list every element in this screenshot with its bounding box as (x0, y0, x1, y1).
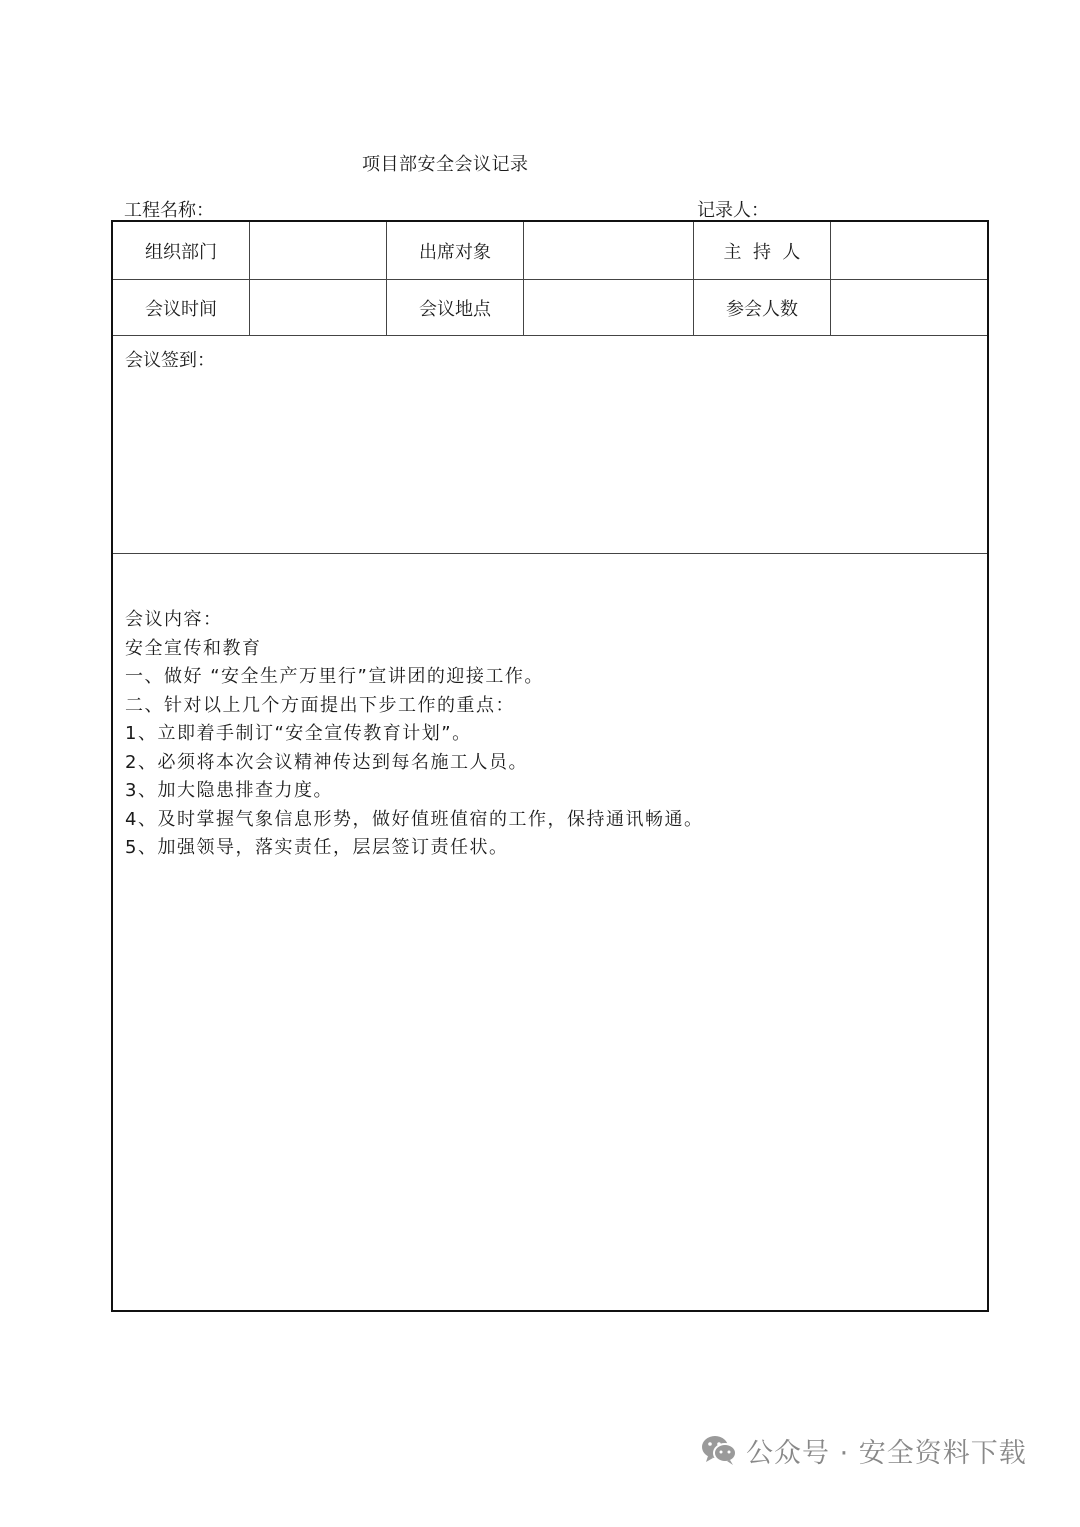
content-line: 4、及时掌握气象信息形势，做好值班值宿的工作，保持通讯畅通。 (125, 808, 704, 830)
content-line: 2、必须将本次会议精神传达到每名施工人员。 (125, 751, 528, 773)
recorder-label: 记录人： (697, 200, 769, 221)
wechat-icon (700, 1433, 738, 1467)
table-row (113, 222, 987, 280)
meeting-location-label: 会议地点 (387, 280, 524, 335)
meeting-time-label: 会议时间 (113, 280, 250, 335)
attendees-label: 出席对象 (387, 222, 524, 279)
host-value (831, 222, 987, 279)
content-line: 1、立即着手制订“安全宣传教育计划”。 (125, 723, 472, 744)
watermark (700, 1430, 1027, 1470)
organizing-dept-label: 组织部门 (113, 222, 250, 279)
participant-count-label: 参会人数 (694, 280, 831, 335)
table-row (113, 280, 987, 336)
participant-count-value (831, 280, 987, 335)
meeting-record-table (111, 220, 989, 1312)
host-label: 主 持 人 (694, 222, 831, 279)
content-line: 会议内容： (125, 609, 223, 630)
meeting-location-value (524, 280, 694, 335)
content-section (113, 554, 987, 1310)
project-name-label: 工程名称： (124, 200, 214, 221)
attendees-value (524, 222, 694, 279)
watermark-text: 公众号 · 安全资料下载 (746, 1437, 1027, 1469)
page-title: 项目部安全会议记录 (362, 154, 529, 175)
meeting-content (125, 606, 703, 863)
content-line: 3、加大隐患排查力度。 (125, 780, 333, 801)
meeting-time-value (250, 280, 387, 335)
content-line: 安全宣传和教育 (125, 637, 262, 659)
organizing-dept-value (250, 222, 387, 279)
content-line: 二、针对以上几个方面提出下步工作的重点： (125, 694, 515, 716)
content-line: 一、做好 “安全生产万里行”宣讲团的迎接工作。 (125, 666, 544, 687)
sign-in-section (113, 336, 987, 554)
content-line: 5、加强领导，落实责任，层层签订责任状。 (125, 837, 509, 858)
sign-in-label: 会议签到： (125, 350, 215, 371)
